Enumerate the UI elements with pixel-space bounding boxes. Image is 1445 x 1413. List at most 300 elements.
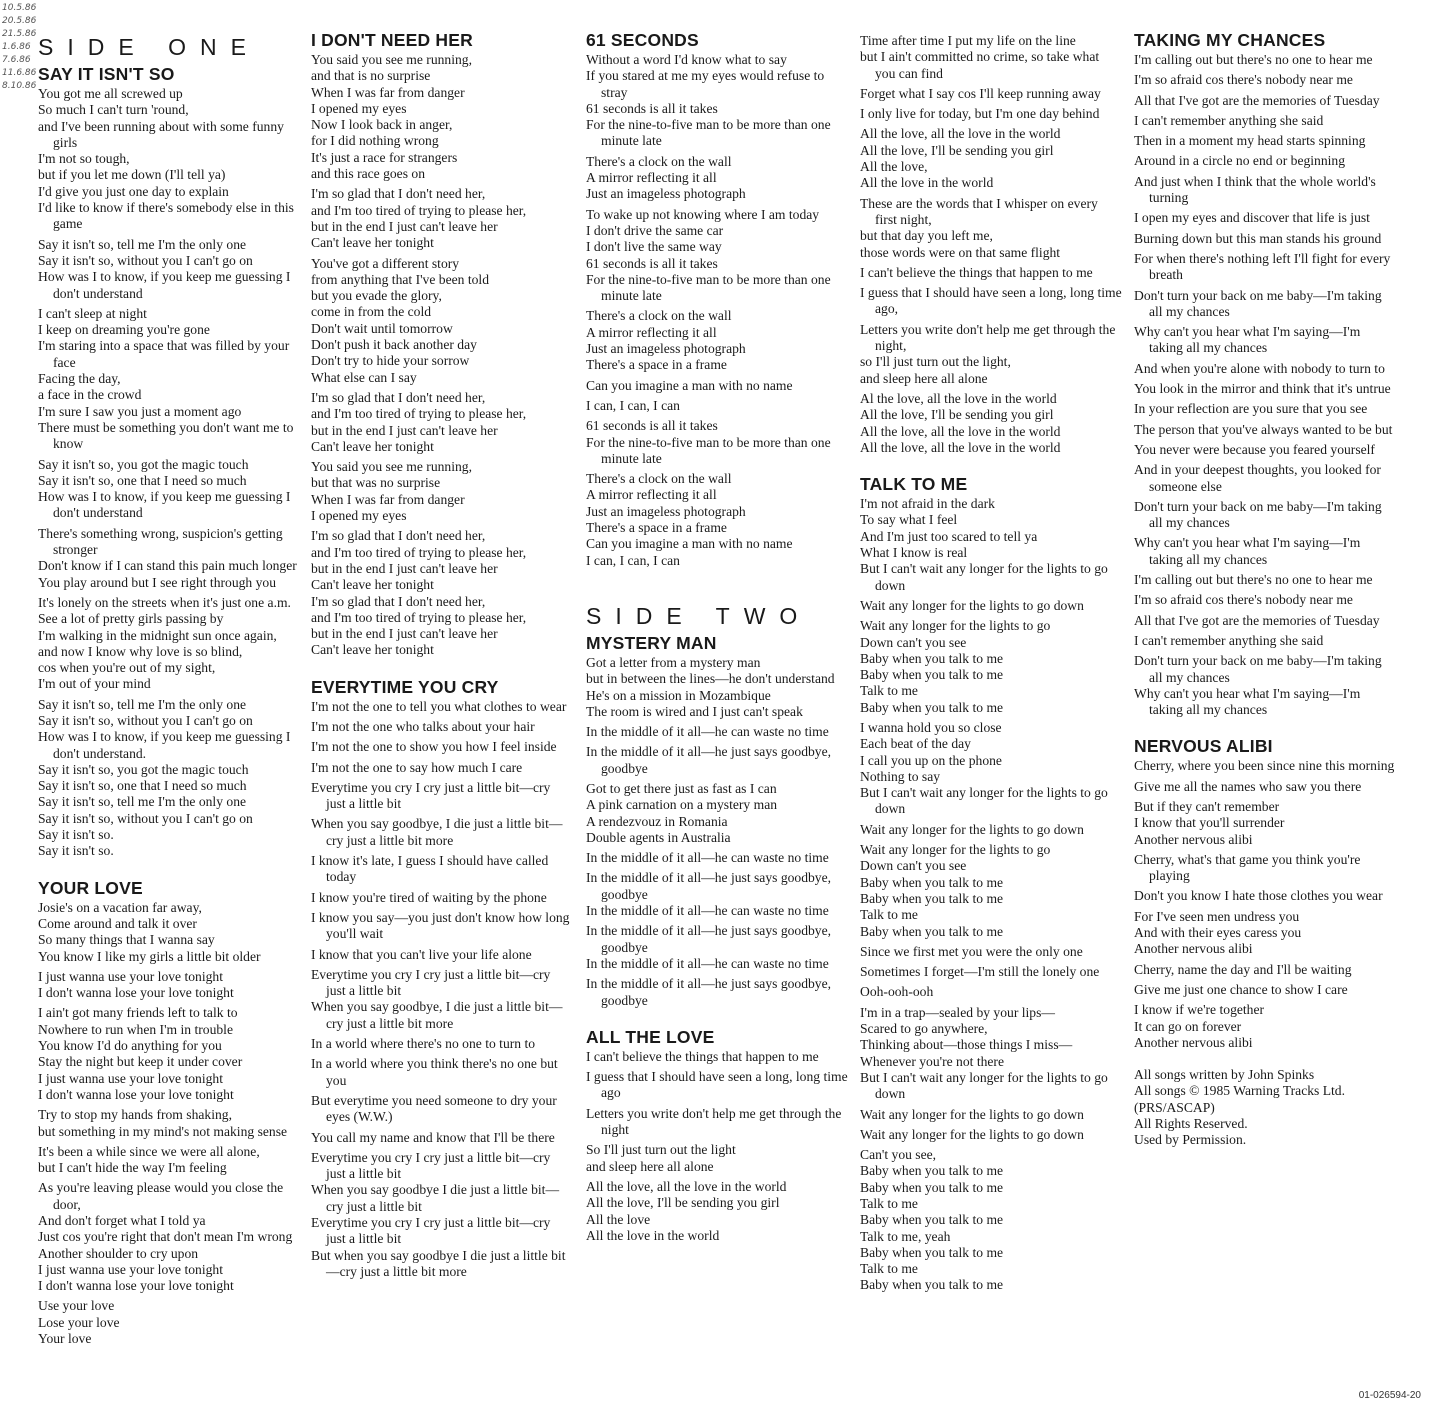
lyric-line: All that I've got are the memories of Tuesday	[1134, 612, 1380, 628]
lyric-line: I don't live the same way	[586, 239, 722, 255]
lyric-line: Say it isn't so, without you I can't go on	[38, 252, 253, 268]
side-two-heading: SIDE TWO	[586, 602, 812, 629]
lyric-line: I can't believe the things that happen to me	[586, 1048, 819, 1064]
lyric-line: Say it isn't so.	[38, 827, 114, 843]
lyric-line: A mirror reflecting it all	[586, 324, 717, 340]
lyric-line: Wait any longer for the lights to go down	[860, 1126, 1084, 1142]
lyric-stanza	[1134, 442, 1396, 458]
lyric-line: Can't you see,	[860, 1147, 937, 1163]
lyric-line: And I'm just too scared to tell ya	[860, 528, 1038, 544]
lyric-line: But if they can't remember	[1134, 798, 1280, 814]
lyric-line: In your reflection are you sure that you see	[1134, 401, 1368, 417]
lyric-stanza	[311, 1036, 573, 1052]
credit-line: Used by Permission.	[1134, 1131, 1247, 1147]
lyric-stanza	[38, 457, 300, 522]
lyric-line: To say what I feel	[860, 512, 958, 528]
lyric-line: I'm staring into a space that was filled by your face	[38, 338, 290, 370]
lyric-line: In the middle of it all—he just says goodbye, goodbye	[586, 976, 832, 1008]
lyric-line: so I'll just turn out the light,	[860, 354, 1011, 370]
lyric-stanza	[860, 106, 1122, 122]
lyric-line: All the love, all the love in the world	[860, 439, 1061, 455]
lyric-line: I'm so afraid cos there's nobody near me	[1134, 592, 1353, 608]
lyric-stanza	[1134, 799, 1396, 848]
lyric-line: Baby when you talk to me	[860, 667, 1004, 683]
lyric-line: I'm in a trap—sealed by your lips—	[860, 1004, 1055, 1020]
lyric-stanza	[311, 947, 573, 963]
lyric-line: 61 seconds is all it takes	[586, 418, 718, 434]
lyric-line: All the love, all the love in the world	[860, 423, 1061, 439]
lyric-line: those words were on that same flight	[860, 244, 1061, 260]
lyric-line: Say it isn't so, you got the magic touch	[38, 761, 249, 777]
lyric-line: Give me all the names who saw you there	[1134, 778, 1362, 794]
lyric-stanza	[38, 86, 300, 233]
lyric-stanza	[38, 237, 300, 302]
lyric-line: I don't wanna lose your love tonight	[38, 1278, 234, 1294]
lyric-stanza	[1134, 401, 1396, 417]
lyric-line: Stay the night but keep it under cover	[38, 1054, 243, 1070]
lyric-stanza	[1134, 153, 1396, 169]
lyric-stanza	[311, 459, 573, 524]
lyric-line: When you say goodbye I die just a little bit—cry just a little bit	[311, 1182, 560, 1214]
lyric-stanza	[860, 33, 1122, 82]
lyric-line: Why can't you hear what I'm saying—I'm taking all my chances	[1134, 535, 1361, 567]
lyric-line: Come around and talk it over	[38, 915, 197, 931]
lyric-line: Another shoulder to cry upon	[38, 1245, 199, 1261]
lyric-line: I opened my eyes	[311, 100, 407, 116]
lyric-stanza	[311, 890, 573, 906]
lyric-line: Sometimes I forget—I'm still the lonely one	[860, 964, 1100, 980]
lyric-stanza	[311, 52, 573, 182]
column-3	[586, 30, 848, 1248]
song-title: 61 SECONDS	[586, 30, 699, 50]
lyric-line: All the love, I'll be sending you girl	[586, 1195, 780, 1211]
lyric-line: I know if we're together	[1134, 1002, 1265, 1018]
lyric-line: Whenever you're not there	[860, 1053, 1004, 1069]
lyric-stanza	[1134, 93, 1396, 109]
lyric-line: I can't believe the things that happen to me	[860, 264, 1093, 280]
lyric-line: but in the end I just can't leave her	[311, 560, 498, 576]
lyric-stanza	[311, 967, 573, 1032]
lyric-line: And with their eyes caress you	[1134, 925, 1302, 941]
lyric-line: Baby when you talk to me	[860, 1179, 1004, 1195]
lyric-stanza	[1134, 462, 1396, 495]
lyric-stanza	[1134, 361, 1396, 377]
lyric-line: Got a letter from a mystery man	[586, 654, 761, 670]
lyric-stanza	[586, 378, 848, 394]
lyric-line: In the middle of it all—he just says goodbye, goodbye	[586, 744, 832, 776]
lyric-line: Don't push it back another day	[311, 337, 477, 353]
lyric-line: And don't forget what I told ya	[38, 1213, 206, 1228]
lyric-stanza	[586, 1106, 848, 1139]
lyric-line: In the middle of it all—he can waste no time	[586, 955, 829, 971]
lyric-line: Just an imageless photograph	[586, 341, 746, 357]
lyric-line: Without a word I'd know what to say	[586, 52, 787, 67]
lyric-line: All the love, I'll be sending you girl	[860, 142, 1054, 158]
lyric-line: and I'm too tired of trying to please her,	[311, 406, 527, 422]
lyric-stanza	[1134, 852, 1396, 885]
lyric-line: but that day you left me,	[860, 228, 993, 244]
lyric-line: Baby when you talk to me	[860, 923, 1004, 939]
lyric-line: For when there's nothing left I'll fight for every breath	[1134, 250, 1391, 283]
lyric-line: What I know is real	[860, 545, 968, 561]
lyric-stanza	[1134, 381, 1396, 397]
lyric-stanza	[311, 1056, 573, 1089]
lyric-stanza	[586, 154, 848, 203]
lyric-line: But everytime you need someone to dry your eyes (W.W.)	[311, 1092, 557, 1125]
song-title: SAY IT ISN'T SO	[38, 64, 175, 84]
lyric-line: I can, I can, I can	[586, 397, 680, 413]
lyric-stanza	[586, 471, 848, 569]
lyric-line: but in the end I just can't leave her	[311, 626, 498, 642]
handwritten-notes	[2, 2, 36, 93]
lyric-line: I just wanna use your love tonight	[38, 1261, 223, 1277]
lyric-line: I'm calling out but there's no one to hear me	[1134, 52, 1373, 67]
lyric-line: But I can't wait any longer for the lights to go down	[860, 785, 1108, 817]
lyric-line: For the nine-to-five man to be more than one minute late	[586, 434, 831, 466]
lyric-stanza	[860, 496, 1122, 594]
lyric-line: Talk to me	[860, 1261, 918, 1277]
lyric-line: Down can't you see	[860, 858, 967, 874]
lyric-line: I know that you can't live your life alone	[311, 946, 532, 962]
lyric-line: All the love, all the love in the world	[860, 126, 1061, 142]
lyric-line: Say it isn't so, tell me I'm the only one	[38, 696, 247, 712]
lyric-line: Say it isn't so, without you I can't go on	[38, 712, 253, 728]
lyric-stanza	[1134, 499, 1396, 532]
lyric-line: When I was far from danger	[311, 491, 465, 507]
lyric-line: but I can't hide the way I'm feeling	[38, 1160, 227, 1176]
lyric-line: I'm not the one to show you how I feel inside	[311, 739, 557, 755]
lyric-line: For the nine-to-five man to be more than one minute late	[586, 117, 831, 149]
lyric-line: Wait any longer for the lights to go down	[860, 597, 1084, 613]
lyric-line: Letters you write don't help me get through the night,	[860, 321, 1116, 354]
lyric-line: Don't try to hide your sorrow	[311, 353, 470, 369]
lyric-line: You got me all screwed up	[38, 86, 183, 101]
lyric-stanza	[1134, 633, 1396, 649]
lyric-line: You know I like my girls a little bit older	[38, 948, 261, 964]
lyric-line: Don't turn your back on me baby—I'm taking all my chances	[1134, 498, 1382, 531]
lyric-line: You look in the mirror and think that it's untrue	[1134, 381, 1391, 397]
lyric-line: I call you up on the phone	[860, 752, 1002, 768]
lyric-stanza	[1134, 72, 1396, 88]
lyric-line: A mirror reflecting it all	[586, 487, 717, 503]
lyric-stanza	[860, 842, 1122, 940]
credit-line: All Rights Reserved.	[1134, 1115, 1248, 1131]
lyric-line: I'm calling out but there's no one to hear me	[1134, 572, 1373, 588]
lyric-stanza	[311, 256, 573, 386]
lyric-line: Got to get there just as fast as I can	[586, 780, 777, 796]
lyric-line: There's a clock on the wall	[586, 308, 732, 324]
lyric-line: and this race goes on	[311, 166, 426, 182]
lyric-stanza	[860, 391, 1122, 456]
lyric-line: In a world where you think there's no one but you	[311, 1056, 558, 1088]
lyric-stanza	[860, 126, 1122, 191]
lyric-line: and that is no surprise	[311, 68, 431, 84]
lyric-line: I know you say—you just don't know how long you'll wait	[311, 909, 570, 942]
lyric-line: I'm walking in the midnight sun once again,	[38, 627, 277, 643]
lyric-line: Don't turn your back on me baby—I'm taking all my chances	[1134, 653, 1382, 685]
lyric-line: So much I can't turn 'round,	[38, 102, 189, 118]
handwritten-date: 20.5.86	[2, 16, 37, 26]
lyric-line: Talk to me	[860, 683, 918, 699]
lyric-stanza	[860, 1127, 1122, 1143]
song-section	[311, 677, 573, 1281]
catalog-number: 01-026594-20	[1358, 1390, 1421, 1401]
lyric-line: I'm not afraid in the dark	[860, 496, 995, 512]
lyric-stanza	[311, 853, 573, 886]
lyric-line: Thinking about—those things I miss—	[860, 1037, 1073, 1053]
lyric-line: All the love, I'll be sending you girl	[860, 407, 1054, 423]
lyric-line: And when you're alone with nobody to turn to	[1134, 360, 1385, 376]
song-title: I DON'T NEED HER	[311, 30, 473, 50]
lyric-line: I guess that I should have seen a long, long time ago	[586, 1069, 848, 1101]
side-one-heading: SIDE ONE	[38, 34, 260, 60]
credit-line: All songs © 1985 Warning Tracks Ltd.	[1134, 1083, 1346, 1099]
lyric-line: Try to stop my hands from shaking,	[38, 1107, 232, 1123]
song-title: NERVOUS ALIBI	[1134, 736, 1273, 757]
lyric-line: but if you let me down (I'll tell ya)	[38, 167, 226, 183]
lyric-line: Double agents in Australia	[586, 829, 731, 845]
lyric-line: for I did nothing wrong	[311, 133, 439, 149]
lyric-line: Lose your love	[38, 1314, 120, 1330]
lyric-stanza	[860, 86, 1122, 102]
lyric-line: a face in the crowd	[38, 387, 142, 403]
lyric-line: It's been a while since we were all alone,	[38, 1143, 260, 1159]
column-4	[860, 33, 1122, 1298]
lyric-line: Baby when you talk to me	[860, 1277, 1004, 1293]
song-section	[586, 1027, 848, 1244]
song-section	[1134, 736, 1396, 1051]
lyric-line: Say it isn't so, you got the magic touch	[38, 456, 249, 472]
lyric-line: What else can I say	[311, 369, 417, 385]
lyric-stanza	[586, 724, 848, 740]
lyric-line: Cherry, name the day and I'll be waiting	[1134, 961, 1352, 977]
lyric-line: Down can't you see	[860, 634, 967, 650]
lyric-line: Then in a moment my head starts spinning	[1134, 133, 1366, 149]
lyric-line: I can't sleep at night	[38, 305, 147, 321]
lyric-line: I'm not the one who talks about your hair	[311, 718, 535, 734]
lyric-stanza	[1134, 324, 1396, 357]
lyric-line: I don't wanna lose your love tonight	[38, 985, 234, 1001]
column-5	[1134, 30, 1396, 1148]
lyric-line: but I ain't committed no crime, so take what you can find	[860, 49, 1100, 81]
lyric-stanza	[586, 870, 848, 919]
song-section	[38, 878, 300, 1348]
credit-line: (PRS/ASCAP)	[1134, 1099, 1215, 1115]
lyric-line: from anything that I've been told	[311, 271, 489, 287]
lyric-line: When I was far from danger	[311, 84, 465, 100]
lyric-line: Just an imageless photograph	[586, 503, 746, 519]
lyric-line: To wake up not knowing where I am today	[586, 206, 820, 222]
lyric-line: There's a space in a frame	[586, 520, 727, 536]
lyric-line: but you evade the glory,	[311, 288, 442, 304]
lyric-line: I'm so glad that I don't need her,	[311, 186, 486, 202]
lyric-stanza	[38, 1180, 300, 1294]
lyric-line: Baby when you talk to me	[860, 1163, 1004, 1179]
lyric-line: Say it isn't so.	[38, 843, 114, 859]
lyric-line: I open my eyes and discover that life is just	[1134, 210, 1370, 226]
lyric-line: You play around but I see right through you	[38, 574, 276, 590]
lyric-line: I'm so afraid cos there's nobody near me	[1134, 72, 1353, 88]
lyric-line: If you stared at me my eyes would refuse to stray	[586, 68, 825, 100]
lyric-stanza	[1134, 133, 1396, 149]
lyric-stanza	[860, 964, 1122, 980]
lyric-stanza	[1134, 758, 1396, 774]
song-section	[311, 30, 573, 659]
lyric-line: And just when I think that the whole world's turning	[1134, 173, 1376, 206]
lyric-line: I ain't got many friends left to talk to	[38, 1005, 238, 1021]
lyric-line: but in the end I just can't leave her	[311, 422, 498, 438]
song-continuation	[860, 33, 1122, 456]
lyric-line: I'm not so tough,	[38, 151, 130, 167]
lyric-line: But when you say goodbye I die just a little bit—cry just a little bit more	[311, 1247, 566, 1279]
lyric-stanza	[311, 739, 573, 755]
lyric-line: I can't remember anything she said	[1134, 632, 1324, 648]
lyric-line: The person that you've always wanted to be but	[1134, 421, 1393, 437]
lyric-stanza	[586, 1142, 848, 1175]
lyric-line: How was I to know, if you keep me guessing I don't understand	[38, 269, 291, 301]
lyric-line: I'm so glad that I don't need her,	[311, 593, 486, 609]
lyric-line: Everytime you cry I cry just a little bit—cry just a little bit	[311, 966, 551, 999]
lyric-line: How was I to know, if you keep me guessing I don't understand	[38, 489, 291, 521]
lyric-stanza	[311, 910, 573, 943]
lyric-line: and I'm too tired of trying to please her,	[311, 202, 527, 218]
lyric-line: Baby when you talk to me	[860, 1244, 1004, 1260]
column-2	[311, 30, 573, 1284]
lyric-line: 61 seconds is all it takes	[586, 255, 718, 271]
lyric-line: Each beat of the day	[860, 736, 971, 752]
song-title: TALK TO ME	[860, 474, 968, 495]
lyric-line: In the middle of it all—he can waste no time	[586, 850, 829, 866]
lyric-stanza	[38, 900, 300, 965]
lyric-stanza	[860, 196, 1122, 261]
lyric-stanza	[38, 1298, 300, 1347]
credits	[1134, 1067, 1396, 1148]
lyric-line: So I'll just turn out the light	[586, 1142, 736, 1158]
lyric-stanza	[860, 322, 1122, 387]
lyric-stanza	[860, 265, 1122, 281]
lyric-line: Forget what I say cos I'll keep running away	[860, 85, 1101, 101]
lyric-stanza	[1134, 592, 1396, 608]
lyric-line: When you say goodbye, I die just a little bit—cry just a little bit more	[311, 999, 563, 1031]
lyric-stanza	[38, 1107, 300, 1140]
lyric-line: Around in a circle no end or beginning	[1134, 153, 1346, 169]
lyric-line: A mirror reflecting it all	[586, 170, 717, 186]
lyric-stanza	[1134, 288, 1396, 321]
lyric-line: Everytime you cry I cry just a little bit—cry just a little bit	[311, 1149, 551, 1182]
lyric-line: I'm not the one to tell you what clothes to wear	[311, 698, 567, 714]
lyric-stanza	[38, 697, 300, 860]
lyric-stanza	[311, 528, 573, 658]
lyric-stanza	[311, 1093, 573, 1126]
lyric-line: I'm out of your mind	[38, 676, 151, 692]
song-title: TAKING MY CHANCES	[1134, 30, 1326, 50]
column-1	[38, 30, 300, 1351]
lyric-stanza	[586, 923, 848, 972]
lyric-line: Don't know if I can stand this pain much longer	[38, 558, 297, 574]
lyric-line: In the middle of it all—he can waste no time	[586, 724, 829, 740]
lyric-line: Time after time I put my life on the line	[860, 33, 1076, 48]
lyric-stanza	[586, 744, 848, 777]
lyric-line: In the middle of it all—he just says goodbye, goodbye	[586, 870, 832, 902]
lyric-stanza	[586, 850, 848, 866]
lyric-line: In the middle of it all—he can waste no time	[586, 903, 829, 919]
lyric-line: Your love	[38, 1331, 92, 1347]
lyric-line: Just cos you're right that don't mean I'm wrong	[38, 1229, 293, 1245]
lyric-stanza	[311, 780, 573, 813]
lyric-stanza	[860, 822, 1122, 838]
lyric-line: Don't you know I hate those clothes you wear	[1134, 888, 1383, 904]
lyric-stanza	[1134, 174, 1396, 207]
lyric-stanza	[1134, 613, 1396, 629]
lyric-line: Say it isn't so, without you I can't go on	[38, 810, 253, 826]
lyric-stanza	[38, 1005, 300, 1103]
lyric-line: Baby when you talk to me	[860, 699, 1004, 715]
lyric-line: You said you see me running,	[311, 52, 472, 67]
lyric-line: I'm not the one to say how much I care	[311, 759, 523, 775]
lyric-line: I don't drive the same car	[586, 222, 724, 238]
lyric-stanza	[1134, 653, 1396, 718]
lyric-line: You've got a different story	[311, 255, 460, 271]
lyric-line: You never were because you feared yourself	[1134, 441, 1375, 457]
lyric-line: Wait any longer for the lights to go	[860, 842, 1051, 858]
song-section	[586, 633, 848, 1009]
lyric-line: There's a clock on the wall	[586, 153, 732, 169]
lyric-line: but in between the lines—he don't understand	[586, 671, 835, 687]
lyric-line: As you're leaving please would you close the door,	[38, 1180, 284, 1212]
lyric-line: Baby when you talk to me	[860, 874, 1004, 890]
lyric-stanza	[1134, 113, 1396, 129]
lyric-stanza	[586, 655, 848, 720]
lyric-stanza	[38, 1144, 300, 1177]
lyric-stanza	[860, 598, 1122, 614]
lyric-line: All the love in the world	[860, 175, 994, 191]
lyric-line: and sleep here all alone	[586, 1158, 714, 1174]
lyric-line: I don't wanna lose your love tonight	[38, 1086, 234, 1102]
lyric-line: You said you see me running,	[311, 459, 472, 475]
lyric-line: Now I look back in anger,	[311, 117, 453, 133]
lyric-line: Don't turn your back on me baby—I'm taking all my chances	[1134, 287, 1382, 319]
lyric-stanza	[38, 306, 300, 453]
lyric-stanza	[1134, 422, 1396, 438]
lyric-line: Don't wait until tomorrow	[311, 320, 453, 336]
lyric-line: Nothing to say	[860, 768, 941, 784]
handwritten-date: 10.5.86	[2, 3, 37, 13]
lyric-line: Baby when you talk to me	[860, 1212, 1004, 1228]
lyric-line: Ooh-ooh-ooh	[860, 984, 934, 1000]
song-section	[586, 30, 848, 569]
lyric-stanza	[311, 760, 573, 776]
lyric-line: Can you imagine a man with no name	[586, 377, 793, 393]
lyric-line: Cherry, where you been since nine this morning	[1134, 758, 1395, 774]
lyric-line: In the middle of it all—he just says goodbye, goodbye	[586, 923, 832, 955]
lyric-line: Josie's on a vacation far away,	[38, 899, 202, 915]
lyric-stanza	[311, 390, 573, 455]
lyric-line: I just wanna use your love tonight	[38, 1070, 223, 1086]
song-title: EVERYTIME YOU CRY	[311, 676, 499, 697]
lyric-line: Why can't you hear what I'm saying—I'm taking all my chances	[1134, 685, 1361, 718]
lyric-stanza	[1134, 231, 1396, 247]
lyric-line: These are the words that I whisper on every first night,	[860, 195, 1098, 227]
lyric-line: Why can't you hear what I'm saying—I'm taking all my chances	[1134, 324, 1361, 356]
lyric-line: Since we first met you were the only one	[860, 943, 1083, 959]
lyric-line: All the love, all the love in the world	[586, 1178, 787, 1194]
lyric-line: A rendezvouz in Romania	[586, 813, 728, 829]
lyric-line: It's lonely on the streets when it's just one a.m.	[38, 594, 291, 610]
lyric-stanza	[1134, 1002, 1396, 1051]
lyric-line: 61 seconds is all it takes	[586, 100, 718, 116]
lyric-stanza	[1134, 52, 1396, 68]
lyric-stanza	[586, 418, 848, 467]
